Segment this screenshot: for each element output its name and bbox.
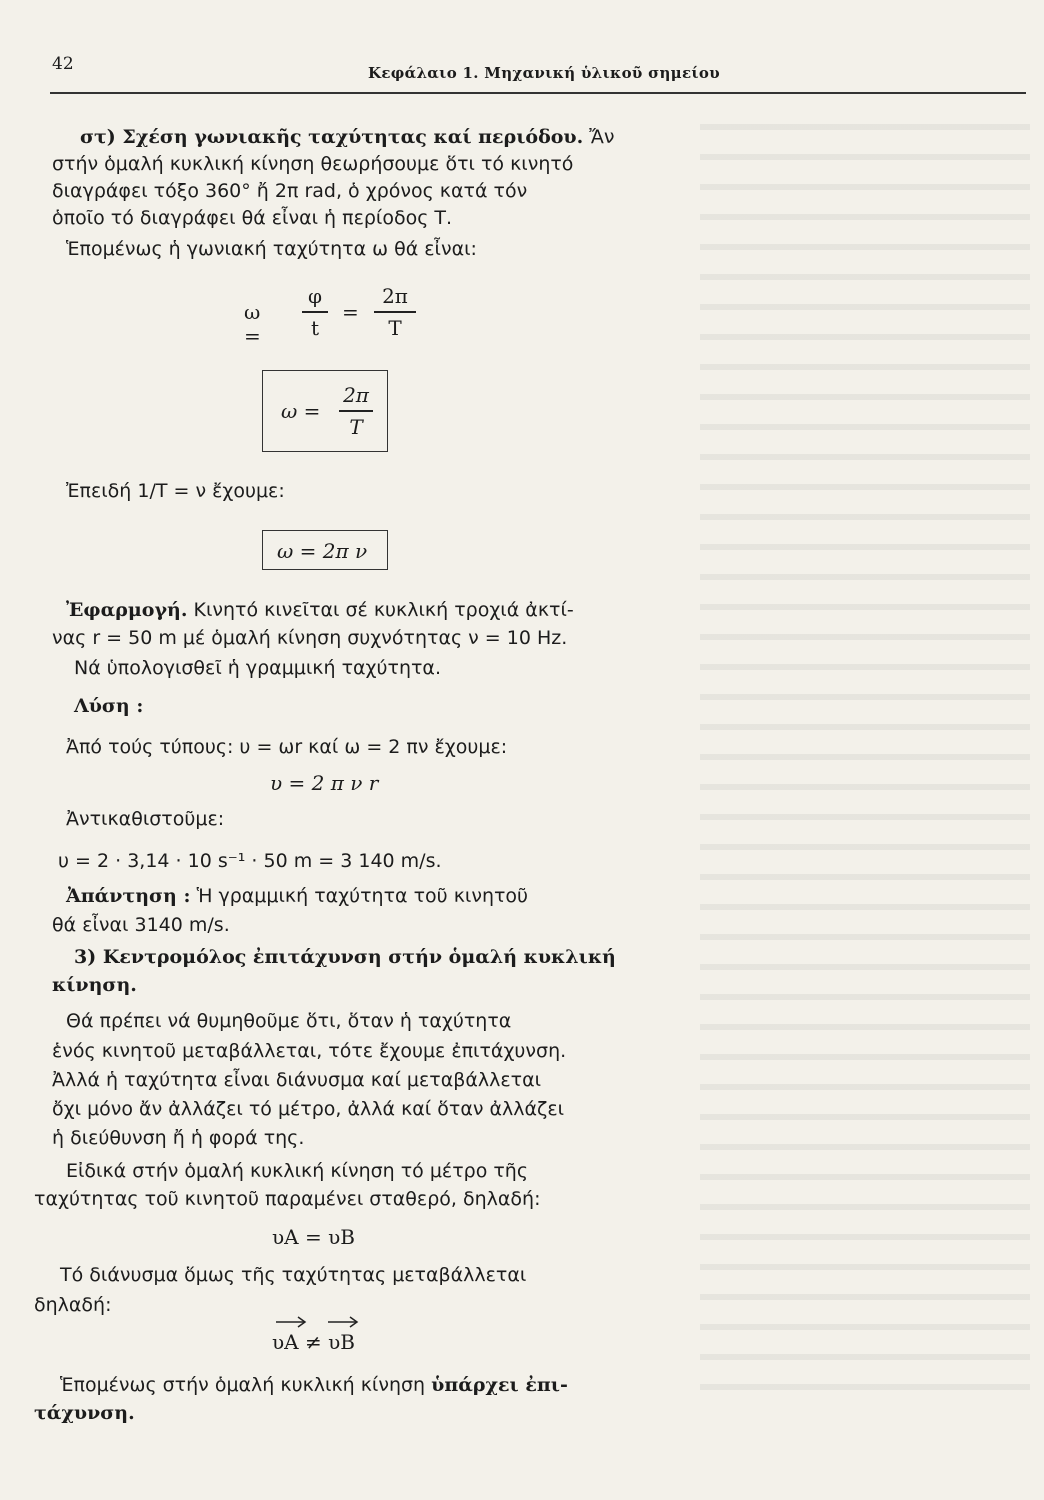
section-st-line-1: [80, 124, 615, 150]
section-3-para-line-9: δηλαδή:: [34, 1294, 112, 1316]
section-3-para-line-11: τάχυνση.: [34, 1402, 135, 1424]
section-3-para-line-1: Θά πρέπει νά θυμηθοῦμε ὅτι, ὅταν ἡ ταχύτητα: [66, 1010, 512, 1032]
fraction-bar: [302, 311, 328, 313]
application-label: Ἐφαρμογή.: [66, 599, 188, 621]
fraction-bar: [339, 410, 373, 412]
application-line-1: [66, 597, 574, 623]
formula-1-num-1: φ: [307, 284, 322, 308]
section-st-line-3: διαγράφει τόξο 360° ἤ 2π rad, ὁ χρόνος κατά τόν: [52, 180, 528, 202]
formula-2-frac: [339, 383, 373, 439]
formula-2-num: 2π: [343, 383, 369, 407]
answer-label: Ἀπάντηση :: [66, 885, 191, 907]
boxed-formula-omega-2pi-T: [262, 370, 388, 452]
application-line-2: νας r = 50 m μέ ὁμαλή κίνηση συχνότητας ν = 10 Hz.: [52, 627, 568, 649]
formula-2-lhs: ω =: [281, 399, 321, 423]
header-rule: [50, 92, 1026, 94]
bleed-through-text: [700, 110, 1030, 1390]
section-3-para-line-6: Εἰδικά στήν ὁμαλή κυκλική κίνηση τό μέτρο τῆς: [66, 1160, 528, 1182]
section-st-line-5: Ἑπομένως ἡ γωνιακή ταχύτητα ω θά εἶναι:: [66, 238, 477, 260]
boxed-formula-omega-2pi-nu: [262, 530, 388, 570]
answer-line-1-rest: Ἡ γραμμική ταχύτητα τοῦ κινητοῦ: [196, 885, 529, 907]
section-3-heading-line-1: 3) Κεντρομόλος ἐπιτάχυνση στήν ὁμαλή κυκλική: [74, 946, 616, 968]
formula-1-lhs: ω =: [244, 300, 261, 348]
solution-formula: υ = 2 π ν r: [270, 771, 379, 795]
formula-1-frac-1: [302, 284, 328, 340]
section-st-line-2: στήν ὁμαλή κυκλική κίνηση θεωρήσουμε ὅτι τό κινητό: [52, 153, 574, 175]
vector-inequality: [272, 1312, 392, 1362]
solution-line-2: Ἀντικαθιστοῦμε:: [66, 808, 225, 830]
section-3-para-line-2: ἑνός κινητοῦ μεταβάλλεται, τότε ἔχουμε ἐπιτάχυνση.: [52, 1040, 567, 1062]
page-number: 42: [52, 54, 74, 74]
since-line: Ἐπειδή 1/Τ = ν ἔχουμε:: [66, 480, 285, 502]
page-header: [0, 40, 1044, 100]
answer-line-1: [66, 883, 528, 909]
section-3-heading-line-2: κίνηση.: [52, 974, 137, 996]
formula-1-num-2: 2π: [382, 284, 408, 308]
section-3-para-line-5: ἡ διεύθυνση ἤ ἡ φορά της.: [52, 1127, 305, 1149]
section-st-line-1-rest: Ἄν: [589, 126, 615, 148]
formula-1-eq: =: [342, 300, 359, 324]
equation-speed-equal: υA = υB: [272, 1225, 355, 1249]
equation-velocity-not-equal: υA ≠ υB: [272, 1330, 355, 1354]
application-line-1-rest: Κινητό κινεῖται σέ κυκλική τροχιά ἀκτί-: [193, 599, 574, 621]
formula-1-den-1: t: [310, 315, 320, 340]
solution-label: Λύση :: [74, 695, 144, 717]
section-3-para-line-10: [60, 1372, 568, 1398]
formula-2-den: T: [349, 414, 363, 439]
solution-line-3: υ = 2 · 3,14 · 10 s⁻¹ · 50 m = 3 140 m/s.: [58, 850, 442, 872]
application-line-3: Νά ὑπολογισθεῖ ἡ γραμμική ταχύτητα.: [74, 657, 441, 679]
vector-arrows-icon: [272, 1312, 392, 1332]
section-3-para-line-10-start: Ἑπομένως στήν ὁμαλή κυκλική κίνηση: [60, 1374, 426, 1396]
formula-1-frac-2: [374, 284, 416, 340]
section-3-para-line-4: ὄχι μόνο ἄν ἀλλάζει τό μέτρο, ἀλλά καί ὅταν ἀλλάζει: [52, 1098, 565, 1120]
section-3-para-line-10-bold: ὑπάρχει ἐπι-: [431, 1374, 568, 1396]
answer-line-2: θά εἶναι 3140 m/s.: [52, 914, 230, 936]
section-3-para-line-3: Ἀλλά ἡ ταχύτητα εἶναι διάνυσμα καί μεταβάλλεται: [52, 1069, 542, 1091]
solution-line-1: Ἀπό τούς τύπους: υ = ωr καί ω = 2 πν ἔχουμε:: [66, 736, 508, 758]
section-st-heading: στ) Σχέση γωνιακῆς ταχύτητας καί περιόδου.: [80, 126, 584, 148]
formula-3: ω = 2π ν: [277, 539, 368, 563]
fraction-bar: [374, 311, 416, 313]
formula-1-den-2: T: [388, 315, 402, 340]
running-head: Κεφάλαιο 1. Μηχανική ὑλικοῦ σημείου: [368, 64, 720, 82]
section-3-para-line-8: Τό διάνυσμα ὅμως τῆς ταχύτητας μεταβάλλεται: [60, 1264, 527, 1286]
section-3-para-line-7: ταχύτητας τοῦ κινητοῦ παραμένει σταθερό, δηλαδή:: [34, 1188, 541, 1210]
section-st-line-4: ὁποῖο τό διαγράφει θά εἶναι ἡ περίοδος Τ.: [52, 207, 453, 229]
